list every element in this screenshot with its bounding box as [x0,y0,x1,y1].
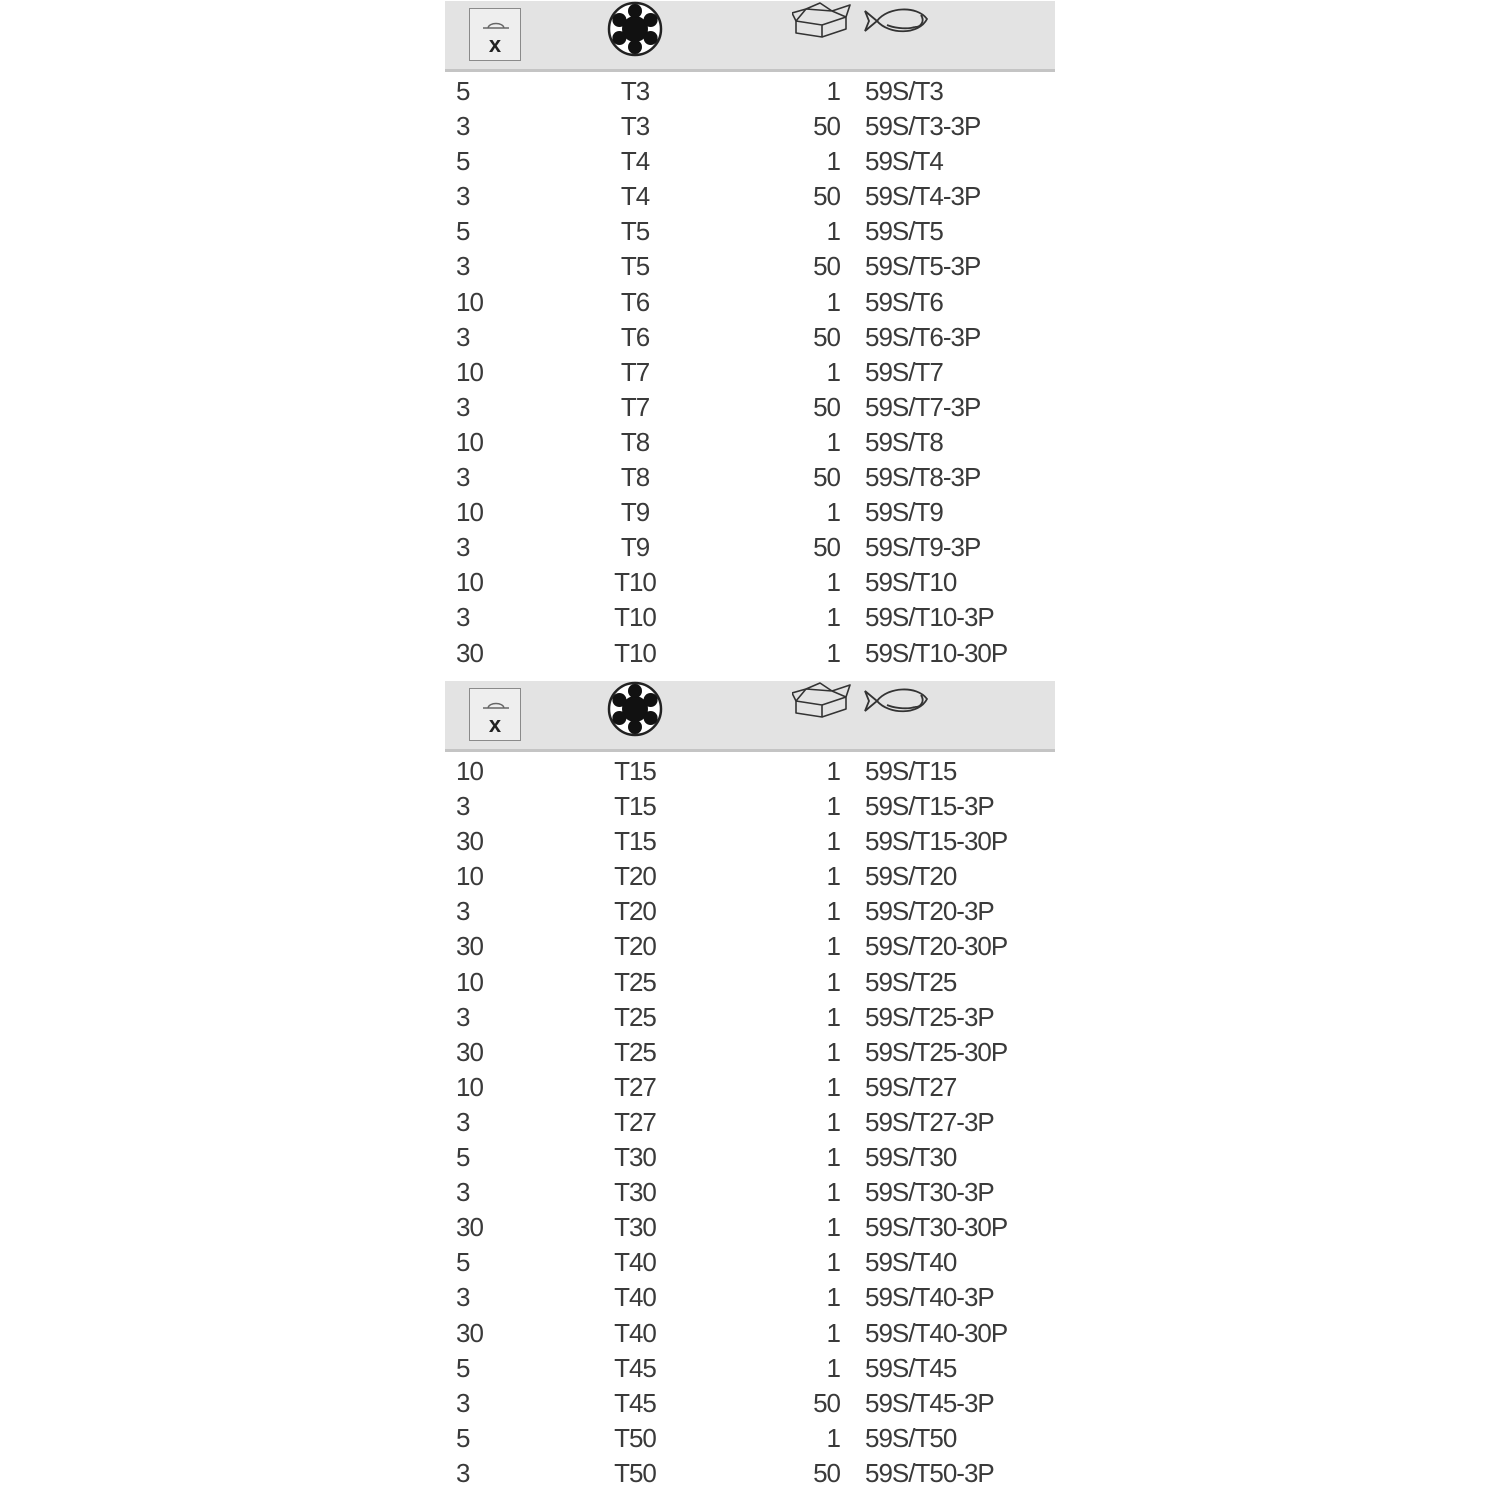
quantity-cell: 3 [456,111,470,142]
torx-size-cell: T45 [614,1352,656,1383]
table-row [445,634,1055,669]
torx-size-cell: T15 [614,756,656,786]
pack-quantity-cell: 1 [826,1212,840,1243]
torx-star-icon [607,1,663,57]
pack-quantity-cell: 1 [826,1177,840,1208]
article-code-cell: 59S/T8-3P [865,462,981,493]
article-code-cell: 59S/T25 [865,966,957,997]
pack-quantity-cell: 1 [826,826,840,857]
article-code-cell: 59S/T40-30P [865,1317,1008,1348]
hang-tag-x-icon [469,8,521,61]
pack-quantity-cell: 1 [826,426,840,457]
pack-quantity-cell: 50 [813,251,840,282]
open-box-icon [792,1,852,39]
article-code-cell: 59S/T6 [865,286,943,317]
quantity-cell: 3 [456,181,470,212]
article-code-cell: 59S/T50 [865,1422,957,1453]
article-code-cell: 59S/T30-30P [865,1212,1008,1243]
table-row [445,563,1055,598]
table-row [445,142,1055,177]
article-code-cell: 59S/T3-3P [865,111,981,142]
quantity-cell: 10 [456,426,483,457]
article-code-cell: 59S/T15-30P [865,826,1008,857]
quantity-symbol: x [488,32,502,57]
torx-size-cell: T3 [620,111,650,142]
table-row [445,1454,1055,1489]
article-code-cell: 59S/T25-3P [865,1001,994,1032]
quantity-cell: 30 [456,931,483,962]
quantity-cell: 3 [456,1177,470,1208]
table-row [445,247,1055,282]
article-code-cell: 59S/T20 [865,861,957,892]
torx-size-cell: T7 [620,391,650,422]
torx-size-cell: T40 [614,1282,656,1313]
article-code-cell: 59S/T27 [865,1071,957,1102]
article-code-cell: 59S/T6-3P [865,321,981,352]
pack-quantity-cell: 1 [826,76,840,106]
torx-size-cell: T50 [614,1422,656,1453]
quantity-cell: 3 [456,251,470,282]
article-code-cell: 59S/T10-3P [865,602,994,633]
quantity-cell: 3 [456,1106,470,1137]
table-row [445,1349,1055,1384]
quantity-cell: 5 [456,76,470,106]
fish-icon [863,1,933,41]
quantity-cell: 3 [456,896,470,927]
torx-size-cell: T10 [614,567,656,598]
pack-quantity-cell: 1 [826,791,840,822]
quantity-cell: 3 [456,321,470,352]
pack-quantity-cell: 1 [826,1036,840,1067]
pack-quantity-cell: 50 [813,391,840,422]
quantity-cell: 10 [456,497,483,528]
torx-size-cell: T3 [620,76,650,106]
table-row [445,1103,1055,1138]
torx-size-cell: T40 [614,1247,656,1278]
article-code-cell: 59S/T45 [865,1352,957,1383]
pack-quantity-cell: 1 [826,356,840,387]
pack-quantity-cell: 1 [826,1106,840,1137]
article-code-cell: 59S/T20-3P [865,896,994,927]
pack-quantity-cell: 1 [826,931,840,962]
quantity-cell: 5 [456,1352,470,1383]
torx-size-cell: T6 [620,286,650,317]
quantity-cell: 30 [456,1212,483,1243]
article-code-cell: 59S/T20-30P [865,931,1008,962]
pack-quantity-cell: 1 [826,567,840,598]
pack-quantity-cell: 50 [813,181,840,212]
hang-tag-x-icon [469,688,521,741]
table-row [445,1068,1055,1103]
quantity-cell: 3 [456,462,470,493]
torx-size-cell: T8 [620,462,650,493]
pack-quantity-cell: 1 [826,497,840,528]
pack-quantity-cell: 1 [826,602,840,633]
table-row [445,1138,1055,1173]
torx-size-cell: T50 [614,1457,656,1488]
table-row [445,107,1055,142]
article-code-cell: 59S/T10-30P [865,637,1008,668]
pack-quantity-cell: 1 [826,861,840,892]
pack-quantity-cell: 1 [826,286,840,317]
quantity-cell: 3 [456,391,470,422]
table-row [445,1033,1055,1068]
table-row [445,283,1055,318]
pack-quantity-cell: 1 [826,216,840,247]
pack-quantity-cell: 1 [826,637,840,668]
article-code-cell: 59S/T3 [865,76,943,106]
quantity-cell: 3 [456,1001,470,1032]
article-code-cell: 59S/T40 [865,1247,957,1278]
table-row [445,822,1055,857]
article-code-cell: 59S/T50-3P [865,1457,994,1488]
article-code-cell: 59S/T27-3P [865,1106,994,1137]
quantity-cell: 3 [456,532,470,563]
quantity-cell: 3 [456,602,470,633]
pack-quantity-cell: 1 [826,1317,840,1348]
pack-quantity-cell: 50 [813,462,840,493]
table-row [445,1278,1055,1313]
article-code-cell: 59S/T40-3P [865,1282,994,1313]
product-table-2 [445,681,1055,1489]
quantity-cell: 10 [456,966,483,997]
torx-size-cell: T25 [614,966,656,997]
pack-quantity-cell: 1 [826,1422,840,1453]
torx-size-cell: T20 [614,861,656,892]
pack-quantity-cell: 50 [813,1387,840,1418]
table-header [445,681,1055,752]
article-code-cell: 59S/T9 [865,497,943,528]
torx-size-cell: T30 [614,1177,656,1208]
torx-size-cell: T9 [620,497,650,528]
article-code-cell: 59S/T8 [865,426,943,457]
pack-quantity-cell: 1 [826,896,840,927]
table-row [445,752,1055,787]
torx-size-cell: T30 [614,1142,656,1173]
table-header [445,1,1055,72]
torx-size-cell: T5 [620,216,650,247]
torx-size-cell: T7 [620,356,650,387]
torx-size-cell: T5 [620,251,650,282]
fish-icon [863,681,933,721]
pack-quantity-cell: 1 [826,1247,840,1278]
quantity-cell: 10 [456,356,483,387]
torx-size-cell: T25 [614,1036,656,1067]
table-row [445,963,1055,998]
pack-quantity-cell: 1 [826,756,840,786]
table-row [445,458,1055,493]
table-row [445,1173,1055,1208]
table-row [445,423,1055,458]
table-row [445,493,1055,528]
article-code-cell: 59S/T5 [865,216,943,247]
torx-size-cell: T6 [620,321,650,352]
quantity-cell: 5 [456,1422,470,1453]
quantity-cell: 30 [456,1317,483,1348]
table-row [445,892,1055,927]
torx-size-cell: T4 [620,146,650,177]
article-code-cell: 59S/T30 [865,1142,957,1173]
torx-size-cell: T10 [614,637,656,668]
article-code-cell: 59S/T7 [865,356,943,387]
pack-quantity-cell: 1 [826,146,840,177]
pack-quantity-cell: 50 [813,321,840,352]
quantity-cell: 10 [456,756,483,786]
torx-size-cell: T15 [614,826,656,857]
torx-size-cell: T40 [614,1317,656,1348]
open-box-icon [792,681,852,719]
torx-size-cell: T25 [614,1001,656,1032]
pack-quantity-cell: 1 [826,1001,840,1032]
quantity-cell: 3 [456,791,470,822]
table-row [445,857,1055,892]
quantity-cell: 3 [456,1387,470,1418]
pack-quantity-cell: 1 [826,966,840,997]
article-code-cell: 59S/T15 [865,756,957,786]
article-code-cell: 59S/T30-3P [865,1177,994,1208]
quantity-cell: 3 [456,1457,470,1488]
torx-size-cell: T15 [614,791,656,822]
table-row [445,1384,1055,1419]
quantity-cell: 10 [456,567,483,598]
table-body [445,72,1055,669]
torx-size-cell: T4 [620,181,650,212]
quantity-symbol: x [488,712,502,737]
article-code-cell: 59S/T9-3P [865,532,981,563]
table-row [445,212,1055,247]
article-code-cell: 59S/T10 [865,567,957,598]
table-row [445,1314,1055,1349]
pack-quantity-cell: 1 [826,1142,840,1173]
torx-size-cell: T20 [614,896,656,927]
torx-size-cell: T20 [614,931,656,962]
table-row [445,177,1055,212]
table-row [445,998,1055,1033]
table-row [445,72,1055,107]
quantity-cell: 5 [456,146,470,177]
quantity-cell: 30 [456,1036,483,1067]
torx-size-cell: T27 [614,1071,656,1102]
article-code-cell: 59S/T4 [865,146,943,177]
quantity-cell: 10 [456,286,483,317]
quantity-cell: 5 [456,216,470,247]
torx-size-cell: T9 [620,532,650,563]
pack-quantity-cell: 1 [826,1282,840,1313]
table-body [445,752,1055,1489]
table-row [445,528,1055,563]
quantity-cell: 30 [456,637,483,668]
table-row [445,318,1055,353]
torx-star-icon [607,681,663,737]
table-row [445,388,1055,423]
quantity-cell: 5 [456,1247,470,1278]
table-row [445,598,1055,633]
table-row [445,1208,1055,1243]
pack-quantity-cell: 1 [826,1071,840,1102]
pack-quantity-cell: 50 [813,111,840,142]
article-code-cell: 59S/T4-3P [865,181,981,212]
pack-quantity-cell: 50 [813,532,840,563]
torx-size-cell: T8 [620,426,650,457]
article-code-cell: 59S/T7-3P [865,391,981,422]
torx-size-cell: T27 [614,1106,656,1137]
quantity-cell: 5 [456,1142,470,1173]
article-code-cell: 59S/T15-3P [865,791,994,822]
product-table-1 [445,1,1055,669]
torx-size-cell: T45 [614,1387,656,1418]
article-code-cell: 59S/T25-30P [865,1036,1008,1067]
table-row [445,1419,1055,1454]
table-row [445,787,1055,822]
article-code-cell: 59S/T5-3P [865,251,981,282]
torx-size-cell: T30 [614,1212,656,1243]
table-row [445,353,1055,388]
table-row [445,1243,1055,1278]
pack-quantity-cell: 50 [813,1457,840,1488]
quantity-cell: 3 [456,1282,470,1313]
quantity-cell: 10 [456,1071,483,1102]
table-row [445,927,1055,962]
quantity-cell: 10 [456,861,483,892]
quantity-cell: 30 [456,826,483,857]
torx-size-cell: T10 [614,602,656,633]
article-code-cell: 59S/T45-3P [865,1387,994,1418]
pack-quantity-cell: 1 [826,1352,840,1383]
